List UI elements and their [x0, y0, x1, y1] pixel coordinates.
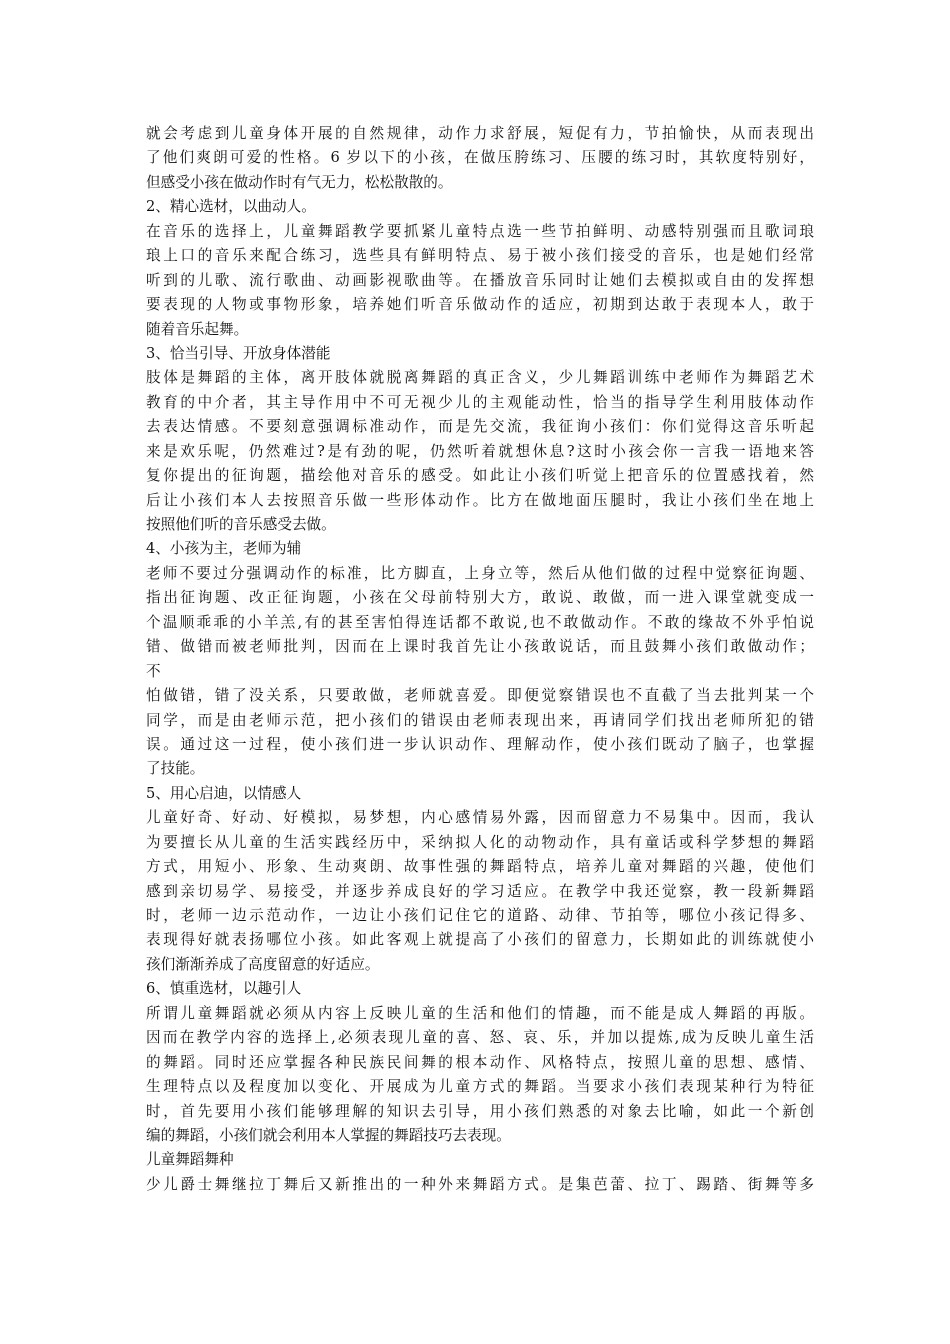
text-line: 时，首先要用小孩们能够理解的知识去引导，用小孩们熟悉的对象去比喻，如此一个新创	[146, 1102, 814, 1120]
text-line: 表现得好就表扬哪位小孩。如此客观上就提高了小孩们的留意力，长期如此的训练就使小	[146, 931, 814, 949]
text-line: 听到的儿歌、流行歌曲、动画影视歌曲等。在播放音乐同时让她们去模拟或自由的发挥想	[146, 271, 814, 289]
document-page	[146, 122, 814, 1197]
text-line: 个温顺乖乖的小羊羔,有的甚至害怕得连话都不敢说,也不敢做动作。不敢的缘故不外乎怕说	[146, 613, 814, 631]
text-line: 误。通过这一过程，使小孩们进一步认识动作、理解动作，使小孩们既动了脑子，也掌握	[146, 735, 814, 753]
text-line: 复你提出的征询题，描绘他对音乐的感受。如此让小孩们听觉上把音乐的位置感找着，然	[146, 467, 814, 485]
text-line: 随着音乐起舞。	[146, 320, 249, 338]
text-line: 指出征询题、改正征询题，小孩在父母前特别大方，敢说、敢做，而一进入课堂就变成一	[146, 589, 814, 607]
text-line: 生理特点以及程度加以变化、开展成为儿童方式的舞蹈。当要求小孩们表现某种行为特征	[146, 1078, 814, 1096]
text-line: 编的舞蹈，小孩们就会利用本人掌握的舞蹈技巧去表现。	[146, 1126, 511, 1144]
text-line: 4、小孩为主，老师为辅	[146, 540, 302, 558]
text-line: 肢体是舞蹈的主体，离开肢体就脱离舞蹈的真正含义，少儿舞蹈训练中老师作为舞蹈艺术	[146, 369, 814, 387]
text-line: 5、用心启迪，以情感人	[146, 784, 302, 802]
text-line: 方式，用短小、形象、生动爽朗、故事性强的舞蹈特点，培养儿童对舞蹈的兴趣，使他们	[146, 858, 814, 876]
text-line: 教育的中介者，其主导作用中不可无视少儿的主观能动性，恰当的指导学生利用肢体动作	[146, 393, 814, 411]
text-line: 少儿爵士舞继拉丁舞后又新推出的一种外来舞蹈方式。是集芭蕾、拉丁、踢踏、街舞等多	[146, 1175, 814, 1193]
text-line: 了他们爽朗可爱的性格。6 岁以下的小孩，在做压胯练习、压腰的练习时，其软度特别好，	[146, 149, 814, 167]
text-line: 来是欢乐呢，仍然难过?是有劲的呢，仍然听着就想休息?这时小孩会你一言我一语地来答	[146, 442, 814, 460]
text-line: 2、精心选材，以曲动人。	[146, 198, 316, 216]
text-line: 怕做错，错了没关系，只要敢做，老师就喜爱。即便觉察错误也不直截了当去批判某一个	[146, 687, 814, 705]
text-line: 就会考虑到儿童身体开展的自然规律，动作力求舒展，短促有力，节拍愉快，从而表现出	[146, 125, 814, 142]
text-line: 琅上口的音乐来配合练习，选些具有鲜明特点、易于被小孩们接受的音乐，也是她们经常	[146, 247, 814, 265]
text-line: 因而在教学内容的选择上,必须表现儿童的喜、怒、哀、乐，并加以提炼,成为反映儿童生活	[146, 1029, 814, 1047]
text-line: 儿童好奇、好动、好模拟，易梦想，内心感情易外露，因而留意力不易集中。因而，我认	[146, 809, 814, 827]
text-line: 3、恰当引导、开放身体潜能	[146, 344, 331, 362]
text-line: 6、慎重选材，以趣引人	[146, 980, 302, 998]
text-line: 但感受小孩在做动作时有气无力，松松散散的。	[146, 173, 453, 191]
text-line: 去表达情感。不要刻意强调标准动作，而是先交流，我征询小孩们：你们觉得这音乐听起	[146, 418, 814, 436]
text-line: 后让小孩们本人去按照音乐做一些形体动作。比方在做地面压腿时，我让小孩们坐在地上	[146, 491, 814, 509]
text-line: 同学，而是由老师示范，把小孩们的错误由老师表现出来，再请同学们找出老师所犯的错	[146, 711, 814, 729]
text-line: 要表现的人物或事物形象，培养她们听音乐做动作的适应，初期到达敢于表现本人，敢于	[146, 296, 814, 314]
text-line: 的舞蹈。同时还应掌握各种民族民间舞的根本动作、风格特点，按照儿童的思想、感情、	[146, 1053, 814, 1071]
text-line: 不	[146, 662, 161, 680]
text-line: 在音乐的选择上，儿童舞蹈教学要抓紧儿童特点选一些节拍鲜明、动感特别强而且歌词琅	[146, 222, 814, 240]
text-line: 所谓儿童舞蹈就必须从内容上反映儿童的生活和他们的情趣，而不能是成人舞蹈的再版。	[146, 1004, 814, 1022]
text-line: 时，老师一边示范动作，一边让小孩们记住它的道路、动律、节拍等，哪位小孩记得多、	[146, 907, 814, 924]
text-line: 孩们渐渐养成了高度留意的好适应。	[146, 955, 380, 973]
text-line: 错、做错而被老师批判，因而在上课时我首先让小孩敢说话，而且鼓舞小孩们敢做动作；	[146, 638, 814, 656]
text-line: 感到亲切易学、易接受，并逐步养成良好的学习适应。在教学中我还觉察，教一段新舞蹈	[146, 882, 814, 900]
text-line: 老师不要过分强调动作的标准，比方脚直，上身立等，然后从他们做的过程中觉察征询题、	[146, 564, 814, 582]
text-line: 儿童舞蹈舞种	[146, 1151, 234, 1169]
text-line: 为要擅长从儿童的生活实践经历中，采纳拟人化的动物动作，具有童话或科学梦想的舞蹈	[146, 833, 814, 851]
text-line: 按照他们听的音乐感受去做。	[146, 516, 336, 533]
text-line: 了技能。	[146, 760, 205, 778]
